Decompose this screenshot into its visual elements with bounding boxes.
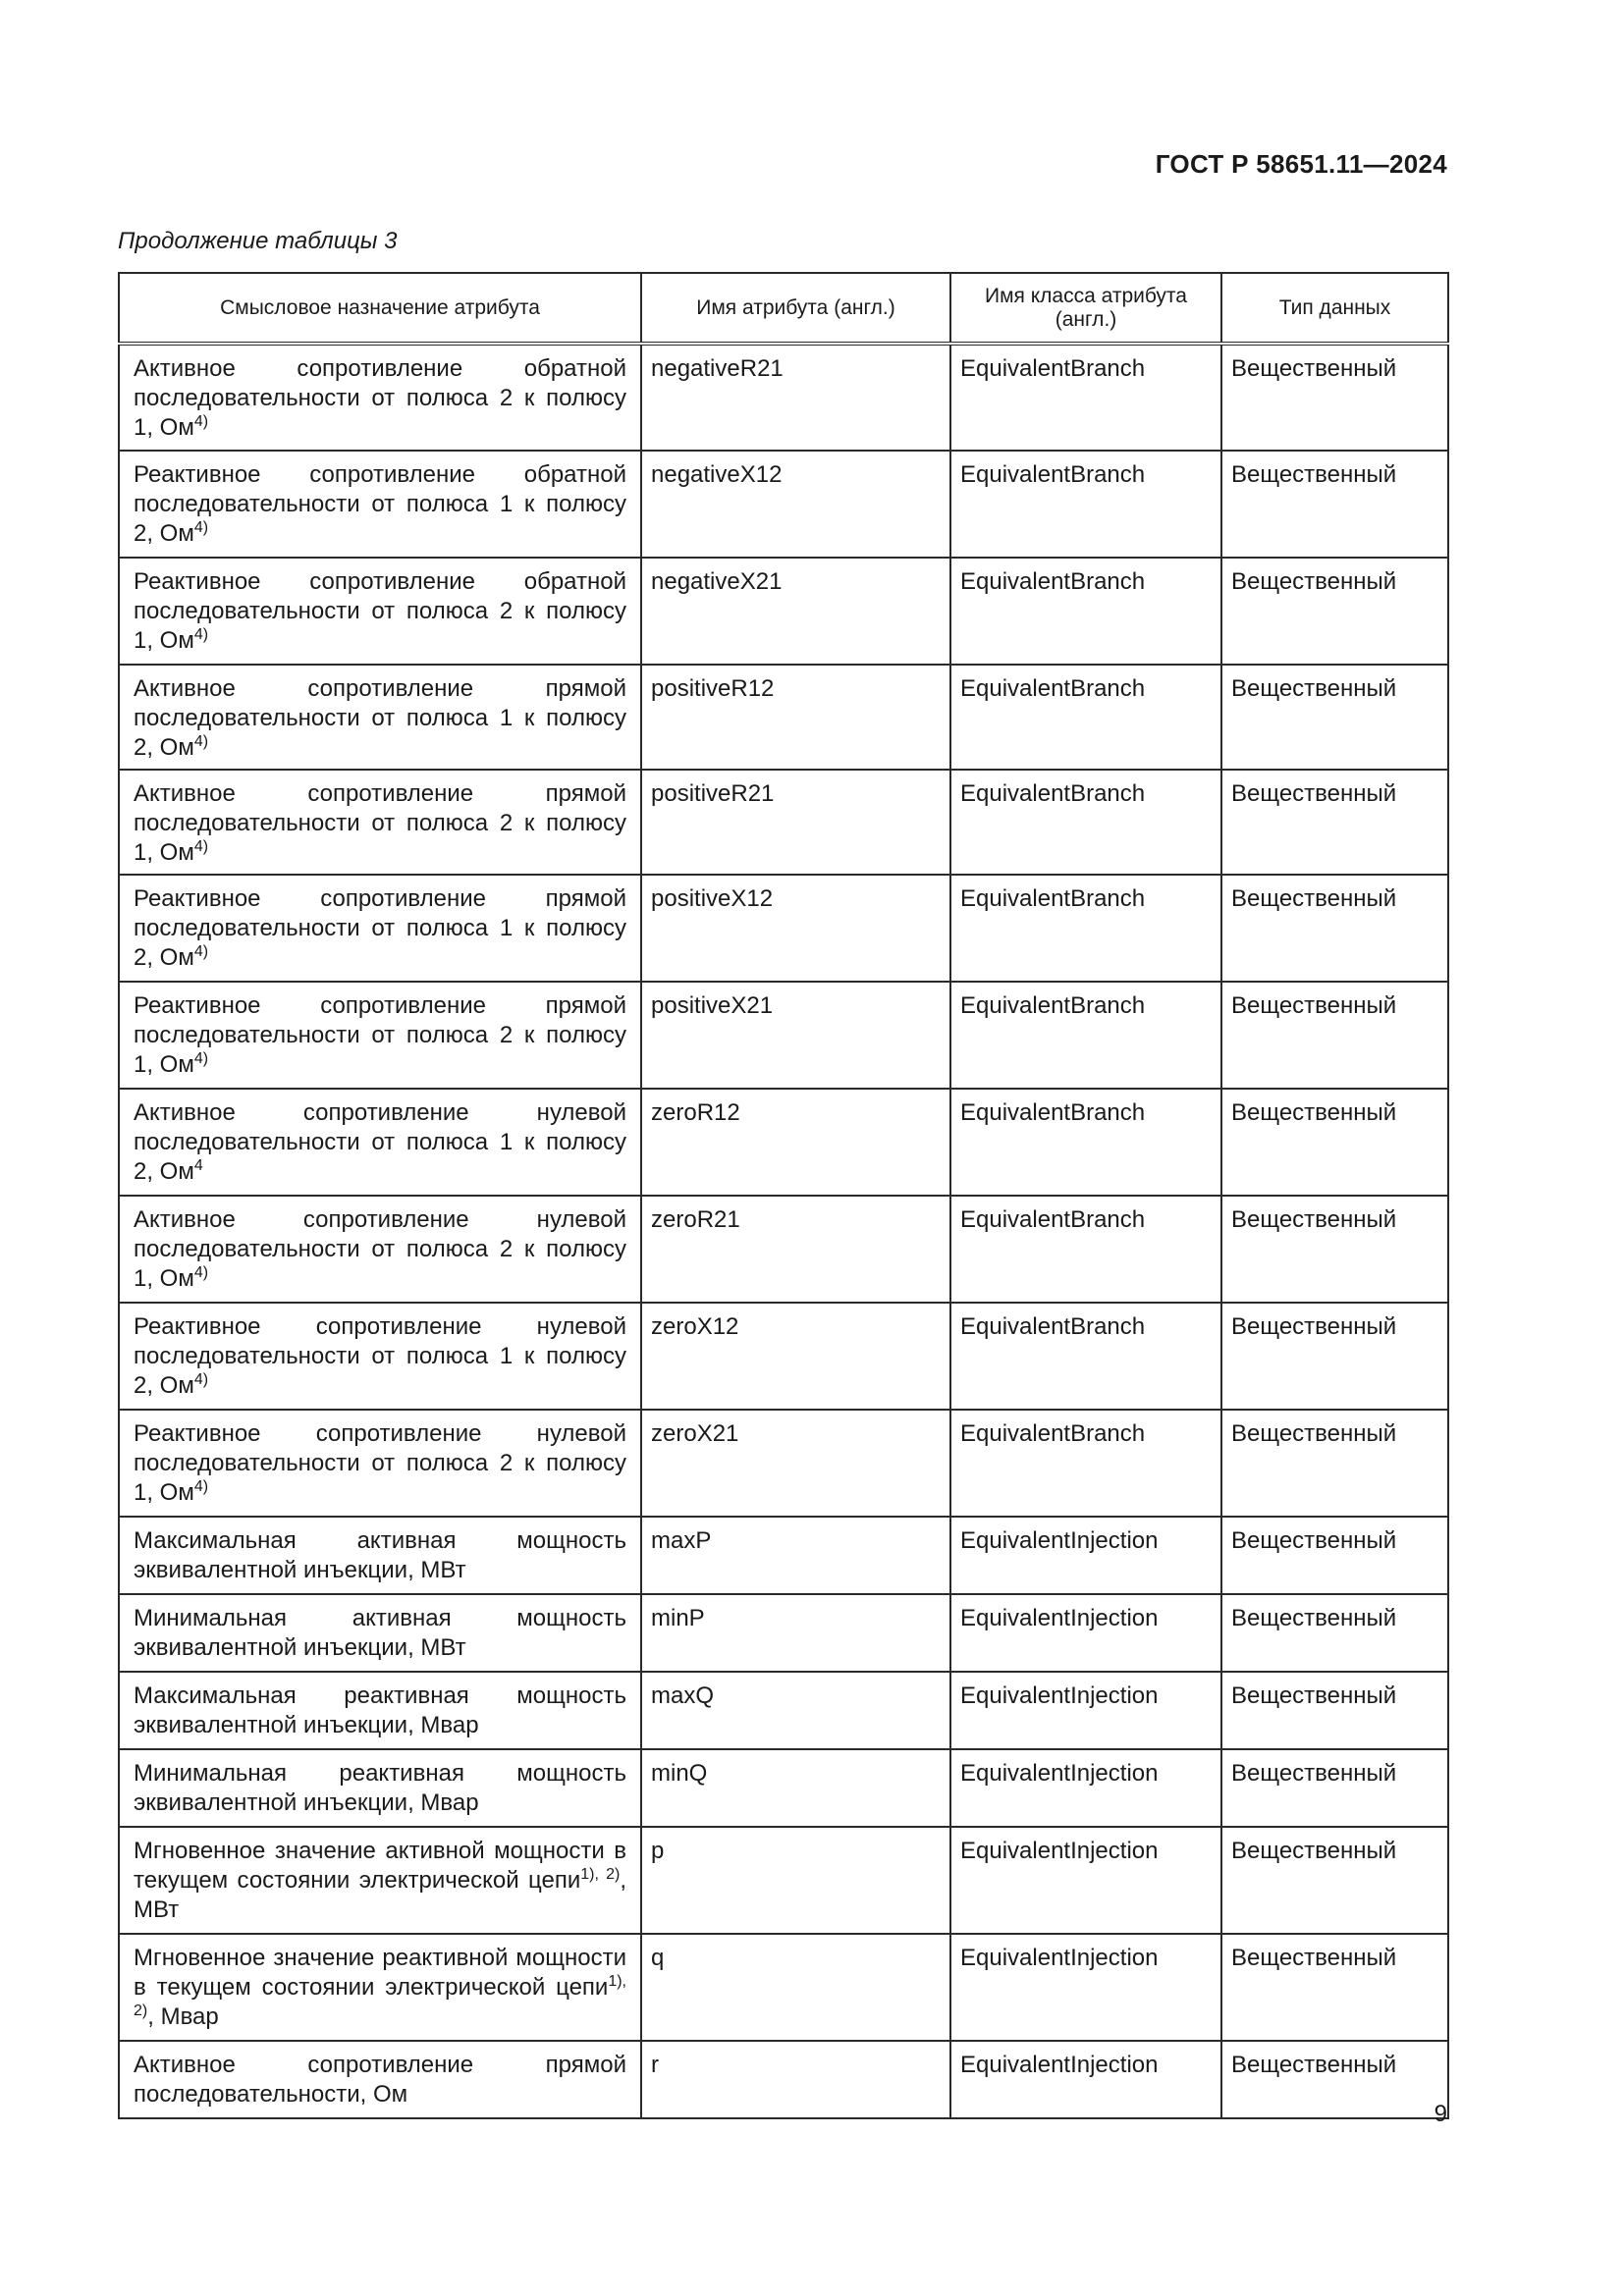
purpose-text: Мгновенное значение активной мощности в текущем состоянии электрической цепи <box>134 1838 626 1894</box>
cell-attribute-name: r <box>641 2041 950 2118</box>
cell-class-name: EquivalentBranch <box>950 1410 1221 1517</box>
table-row <box>119 1089 1448 1196</box>
cell-class-name: EquivalentBranch <box>950 451 1221 558</box>
cell-data-type: Вещественный <box>1221 1934 1448 2041</box>
footnote-ref: 4) <box>193 1264 209 1281</box>
cell-attribute-name: maxQ <box>641 1672 950 1749</box>
cell-purpose <box>119 665 641 770</box>
footnote-ref: 4) <box>193 413 209 430</box>
cell-purpose: Максимальная активная мощность эквивалентной инъекции, МВт <box>119 1517 641 1594</box>
table-row <box>119 344 1448 451</box>
cell-attribute-name: minQ <box>641 1749 950 1827</box>
purpose-text: Активное сопротивление нулевой последовательности от полюса 2 к полюсу 1, Ом <box>134 1206 626 1292</box>
column-header-class-name: Имя класса атрибута (англ.) <box>950 273 1221 344</box>
footnote-ref: 1), 2) <box>134 1973 626 2019</box>
purpose-text: Активное сопротивление нулевой последовательности от полюса 1 к полюсу 2, Ом <box>134 1099 626 1185</box>
cell-data-type: Вещественный <box>1221 665 1448 770</box>
cell-purpose <box>119 1827 641 1934</box>
cell-class-name: EquivalentBranch <box>950 1089 1221 1196</box>
cell-purpose <box>119 1196 641 1303</box>
cell-purpose <box>119 1410 641 1517</box>
cell-purpose <box>119 1934 641 2041</box>
cell-attribute-name: q <box>641 1934 950 2041</box>
footnote-ref: 4) <box>193 1050 209 1067</box>
table-row <box>119 665 1448 770</box>
purpose-text: Реактивное сопротивление прямой последовательности от полюса 1 к полюсу 2, Ом <box>134 885 626 971</box>
cell-class-name: EquivalentInjection <box>950 1827 1221 1934</box>
cell-attribute-name: zeroR12 <box>641 1089 950 1196</box>
cell-class-name: EquivalentBranch <box>950 558 1221 665</box>
cell-attribute-name: positiveX21 <box>641 982 950 1089</box>
purpose-text: Реактивное сопротивление прямой последовательности от полюса 2 к полюсу 1, Ом <box>134 992 626 1078</box>
document-code: ГОСТ Р 58651.11—2024 <box>1155 149 1447 179</box>
cell-attribute-name: zeroX12 <box>641 1303 950 1410</box>
purpose-text: Реактивное сопротивление обратной последовательности от полюса 2 к полюсу 1, Ом <box>134 568 626 654</box>
cell-class-name: EquivalentBranch <box>950 1303 1221 1410</box>
table-row <box>119 1672 1448 1749</box>
cell-class-name: EquivalentInjection <box>950 2041 1221 2118</box>
cell-class-name: EquivalentInjection <box>950 1517 1221 1594</box>
table-row <box>119 1410 1448 1517</box>
column-header-purpose: Смысловое назначение атрибута <box>119 273 641 344</box>
page-number: 9 <box>1434 2101 1447 2127</box>
cell-data-type: Вещественный <box>1221 344 1448 451</box>
cell-attribute-name: positiveX12 <box>641 875 950 982</box>
cell-data-type: Вещественный <box>1221 1303 1448 1410</box>
table-row <box>119 1934 1448 2041</box>
cell-data-type: Вещественный <box>1221 1749 1448 1827</box>
cell-data-type: Вещественный <box>1221 558 1448 665</box>
cell-class-name: EquivalentInjection <box>950 1672 1221 1749</box>
unit-text: , Мвар <box>147 2003 219 2030</box>
cell-purpose <box>119 451 641 558</box>
cell-attribute-name: negativeX12 <box>641 451 950 558</box>
cell-attribute-name: negativeR21 <box>641 344 950 451</box>
footnote-ref: 4) <box>193 943 209 960</box>
cell-data-type: Вещественный <box>1221 451 1448 558</box>
cell-purpose <box>119 770 641 875</box>
attributes-table <box>118 272 1449 2119</box>
cell-class-name: EquivalentInjection <box>950 1749 1221 1827</box>
purpose-text: Активное сопротивление прямой последовательности от полюса 1 к полюсу 2, Ом <box>134 675 626 761</box>
table-header-row <box>119 273 1448 344</box>
purpose-text: Мгновенное значение реактивной мощности в текущем состоянии электрической цепи <box>134 1945 626 2001</box>
footnote-ref: 4) <box>193 626 209 643</box>
cell-data-type: Вещественный <box>1221 1196 1448 1303</box>
cell-attribute-name: maxP <box>641 1517 950 1594</box>
cell-class-name: EquivalentBranch <box>950 875 1221 982</box>
cell-class-name: EquivalentBranch <box>950 770 1221 875</box>
cell-class-name: EquivalentInjection <box>950 1594 1221 1672</box>
table-row <box>119 982 1448 1089</box>
cell-purpose <box>119 558 641 665</box>
cell-attribute-name: zeroX21 <box>641 1410 950 1517</box>
cell-class-name: EquivalentInjection <box>950 1934 1221 2041</box>
purpose-text: Реактивное сопротивление нулевой последовательности от полюса 2 к полюсу 1, Ом <box>134 1420 626 1506</box>
cell-class-name: EquivalentBranch <box>950 344 1221 451</box>
purpose-text: Активное сопротивление обратной последовательности от полюса 2 к полюсу 1, Ом <box>134 355 626 441</box>
cell-attribute-name: positiveR12 <box>641 665 950 770</box>
cell-data-type: Вещественный <box>1221 875 1448 982</box>
cell-data-type: Вещественный <box>1221 1827 1448 1934</box>
cell-class-name: EquivalentBranch <box>950 665 1221 770</box>
footnote-ref: 4) <box>193 733 209 750</box>
cell-data-type: Вещественный <box>1221 982 1448 1089</box>
table-caption: Продолжение таблицы 3 <box>118 228 398 254</box>
footnote-ref: 1), 2) <box>580 1866 621 1883</box>
cell-purpose <box>119 982 641 1089</box>
table-row <box>119 1517 1448 1594</box>
cell-data-type: Вещественный <box>1221 2041 1448 2118</box>
cell-attribute-name: minP <box>641 1594 950 1672</box>
cell-data-type: Вещественный <box>1221 1410 1448 1517</box>
cell-data-type: Вещественный <box>1221 1089 1448 1196</box>
cell-data-type: Вещественный <box>1221 1517 1448 1594</box>
table-row <box>119 875 1448 982</box>
footnote-ref: 4) <box>193 1371 209 1388</box>
footnote-ref: 4 <box>193 1157 203 1174</box>
footnote-ref: 4) <box>193 838 209 855</box>
cell-class-name: EquivalentBranch <box>950 1196 1221 1303</box>
cell-attribute-name: negativeX21 <box>641 558 950 665</box>
cell-data-type: Вещественный <box>1221 1672 1448 1749</box>
table-row <box>119 1749 1448 1827</box>
cell-purpose: Минимальная активная мощность эквивалентной инъекции, МВт <box>119 1594 641 1672</box>
column-header-attribute-name: Имя атрибута (англ.) <box>641 273 950 344</box>
cell-purpose: Минимальная реактивная мощность эквивалентной инъекции, Мвар <box>119 1749 641 1827</box>
footnote-ref: 4) <box>193 1478 209 1495</box>
table-row <box>119 1594 1448 1672</box>
table-row <box>119 1303 1448 1410</box>
footnote-ref: 4) <box>193 519 209 536</box>
cell-data-type: Вещественный <box>1221 770 1448 875</box>
table-row <box>119 558 1448 665</box>
cell-purpose <box>119 1089 641 1196</box>
cell-purpose <box>119 1303 641 1410</box>
column-header-data-type: Тип данных <box>1221 273 1448 344</box>
purpose-text: Реактивное сопротивление обратной последовательности от полюса 1 к полюсу 2, Ом <box>134 461 626 547</box>
table-row <box>119 451 1448 558</box>
cell-data-type: Вещественный <box>1221 1594 1448 1672</box>
cell-class-name: EquivalentBranch <box>950 982 1221 1089</box>
cell-purpose <box>119 875 641 982</box>
table-row <box>119 2041 1448 2118</box>
cell-attribute-name: p <box>641 1827 950 1934</box>
table-row <box>119 1827 1448 1934</box>
purpose-text: Реактивное сопротивление нулевой последовательности от полюса 1 к полюсу 2, Ом <box>134 1313 626 1399</box>
cell-purpose: Максимальная реактивная мощность эквивалентной инъекции, Мвар <box>119 1672 641 1749</box>
purpose-text: Активное сопротивление прямой последовательности от полюса 2 к полюсу 1, Ом <box>134 780 626 866</box>
table-row <box>119 770 1448 875</box>
unit-text: , МВт <box>134 1867 626 1923</box>
table-row <box>119 1196 1448 1303</box>
cell-purpose: Активное сопротивление прямой последовательности, Ом <box>119 2041 641 2118</box>
cell-attribute-name: zeroR21 <box>641 1196 950 1303</box>
cell-purpose <box>119 344 641 451</box>
cell-attribute-name: positiveR21 <box>641 770 950 875</box>
